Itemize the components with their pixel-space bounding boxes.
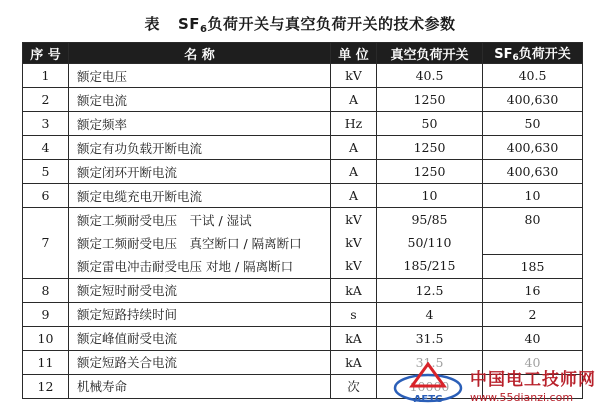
cell-sf6: 40	[483, 350, 583, 374]
cell-vacuum: 1250	[377, 88, 483, 112]
watermark-site-name: 中国电工技师网	[470, 370, 596, 390]
cell-unit: kV	[331, 231, 377, 254]
cell-no: 11	[23, 350, 69, 374]
title-sf-subscript: 6	[200, 24, 208, 35]
title-text: 负荷开关与真空负荷开关的技术参数	[207, 15, 456, 33]
table-row	[23, 184, 583, 208]
table-row	[23, 302, 583, 326]
header-name: 名 称	[69, 43, 331, 64]
cell-unit: A	[331, 88, 377, 112]
parameters-table	[22, 42, 583, 399]
cell-no: 12	[23, 374, 69, 398]
cell-unit: kV	[331, 208, 377, 232]
cell-no: 2	[23, 88, 69, 112]
cell-vacuum: 95/85	[377, 208, 483, 232]
cell-no: 5	[23, 160, 69, 184]
cell-no: 9	[23, 302, 69, 326]
cell-sf6: 400,630	[483, 160, 583, 184]
watermark-url: www.55dianzi.com	[470, 391, 574, 404]
cell-sf6: 40.5	[483, 64, 583, 88]
watermark-logo-icon	[392, 362, 464, 406]
cell-name: 额定电压	[69, 64, 331, 88]
cell-unit: A	[331, 184, 377, 208]
cell-sf6: 50	[483, 112, 583, 136]
cell-sf6: 400,630	[483, 136, 583, 160]
cell-vacuum: 4	[377, 302, 483, 326]
cell-name: 额定短路持续时间	[69, 302, 331, 326]
cell-name: 额定频率	[69, 112, 331, 136]
table-row	[23, 160, 583, 184]
title-sf: SF	[177, 15, 201, 33]
cell-unit: A	[331, 136, 377, 160]
cell-unit: kA	[331, 350, 377, 374]
cell-sf6: 80	[483, 208, 583, 255]
table-row	[23, 326, 583, 350]
cell-vacuum: 12.5	[377, 278, 483, 302]
cell-name: 额定工频耐受电压 干试 / 湿试	[69, 208, 331, 232]
cell-vacuum: 31.5	[377, 350, 483, 374]
cell-name: 额定工频耐受电压 真空断口 / 隔离断口	[69, 231, 331, 254]
table-row	[23, 64, 583, 88]
cell-sf6: 40	[483, 326, 583, 350]
cell-vacuum: 1250	[377, 136, 483, 160]
cell-unit: s	[331, 302, 377, 326]
cell-unit: 次	[331, 374, 377, 398]
table-row	[23, 254, 583, 278]
header-unit: 单 位	[331, 43, 377, 64]
table-row	[23, 278, 583, 302]
watermark-logo-text: AETC	[413, 394, 443, 405]
cell-name: 额定短时耐受电流	[69, 278, 331, 302]
cell-no: 8	[23, 278, 69, 302]
cell-no: 1	[23, 64, 69, 88]
table-header-row	[23, 43, 583, 64]
cell-name: 机械寿命	[69, 374, 331, 398]
table-row	[23, 208, 583, 232]
cell-unit: kV	[331, 64, 377, 88]
cell-unit: kA	[331, 326, 377, 350]
cell-sf6: 10	[483, 184, 583, 208]
cell-sf6: 400,630	[483, 88, 583, 112]
title-prefix: 表	[144, 15, 160, 33]
cell-no: 7	[23, 208, 69, 279]
cell-vacuum: 1250	[377, 160, 483, 184]
cell-unit: A	[331, 160, 377, 184]
table-title	[0, 13, 600, 35]
table-row	[23, 88, 583, 112]
cell-unit: kV	[331, 254, 377, 278]
cell-sf6: 185	[483, 254, 583, 278]
cell-vacuum: 10	[377, 184, 483, 208]
cell-vacuum: 50/110	[377, 231, 483, 254]
cell-no: 6	[23, 184, 69, 208]
cell-sf6: 2	[483, 302, 583, 326]
cell-unit: kA	[331, 278, 377, 302]
cell-name: 额定电流	[69, 88, 331, 112]
cell-vacuum: 31.5	[377, 326, 483, 350]
cell-name: 额定峰值耐受电流	[69, 326, 331, 350]
cell-no: 10	[23, 326, 69, 350]
cell-vacuum: 10000	[377, 374, 483, 398]
table-row	[23, 112, 583, 136]
cell-vacuum: 185/215	[377, 254, 483, 278]
cell-vacuum: 40.5	[377, 64, 483, 88]
header-vacuum: 真空负荷开关	[377, 43, 483, 64]
cell-name: 额定雷电冲击耐受电压 对地 / 隔离断口	[69, 254, 331, 278]
cell-sf6: 16	[483, 278, 583, 302]
cell-no: 3	[23, 112, 69, 136]
cell-name: 额定闭环开断电流	[69, 160, 331, 184]
cell-name: 额定短路关合电流	[69, 350, 331, 374]
header-no: 序 号	[23, 43, 69, 64]
cell-unit: Hz	[331, 112, 377, 136]
table-row	[23, 136, 583, 160]
header-sf6: $SF_6$负荷开关	[483, 43, 583, 64]
cell-name: 额定电缆充电开断电流	[69, 184, 331, 208]
cell-vacuum: 50	[377, 112, 483, 136]
cell-no: 4	[23, 136, 69, 160]
cell-name: 额定有功负载开断电流	[69, 136, 331, 160]
